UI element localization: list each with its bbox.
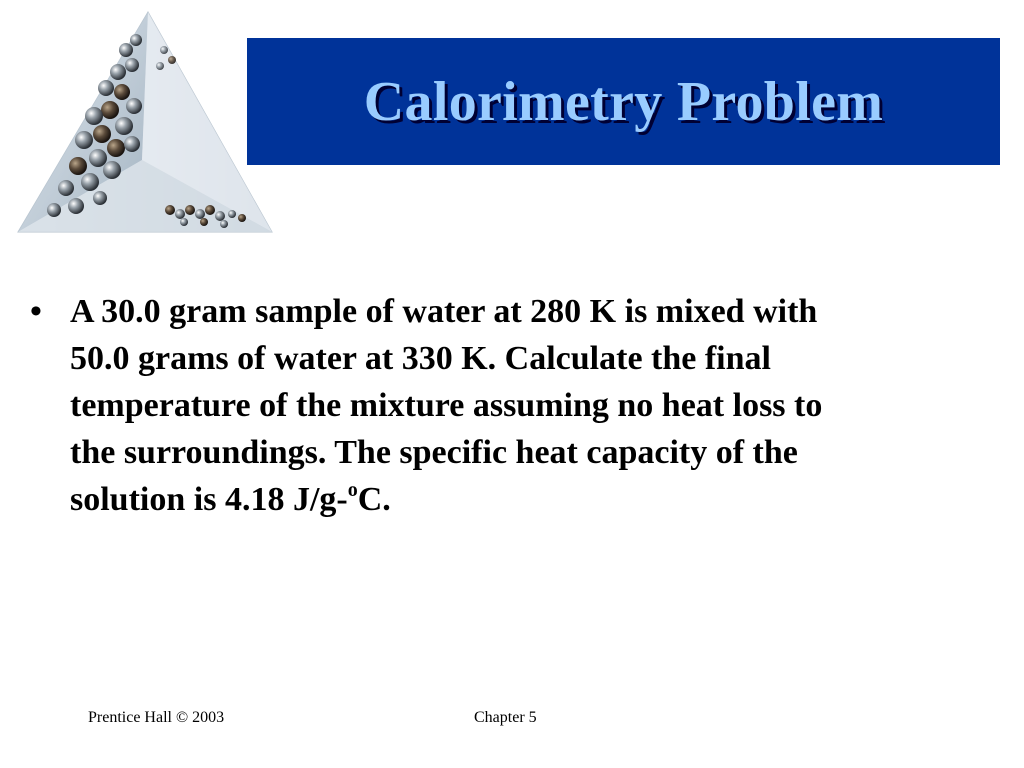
- title-bar: [247, 38, 1000, 165]
- bullet-line-5-suffix: C.: [357, 481, 391, 518]
- bullet-list: [30, 288, 980, 523]
- bullet-icon: •: [30, 293, 42, 330]
- bullet-line-3: temperature of the mixture assuming no heat loss to: [70, 387, 823, 424]
- degree-superscript: o: [347, 479, 358, 501]
- bullet-line-5-prefix: solution is 4.18 J/g-: [70, 481, 348, 518]
- bullet-item: [30, 288, 980, 523]
- slide-title: Calorimetry Problem: [363, 70, 884, 133]
- bullet-line-2: 50.0 grams of water at 330 K. Calculate the final: [70, 340, 771, 377]
- footer-chapter: Chapter 5: [474, 709, 537, 726]
- molecule-triangle-logo-icon: [14, 10, 276, 238]
- bullet-line-4: the surroundings. The specific heat capacity of the: [70, 434, 798, 471]
- bullet-line-1: A 30.0 gram sample of water at 280 K is mixed with: [70, 293, 818, 330]
- footer-copyright: Prentice Hall © 2003: [88, 709, 225, 726]
